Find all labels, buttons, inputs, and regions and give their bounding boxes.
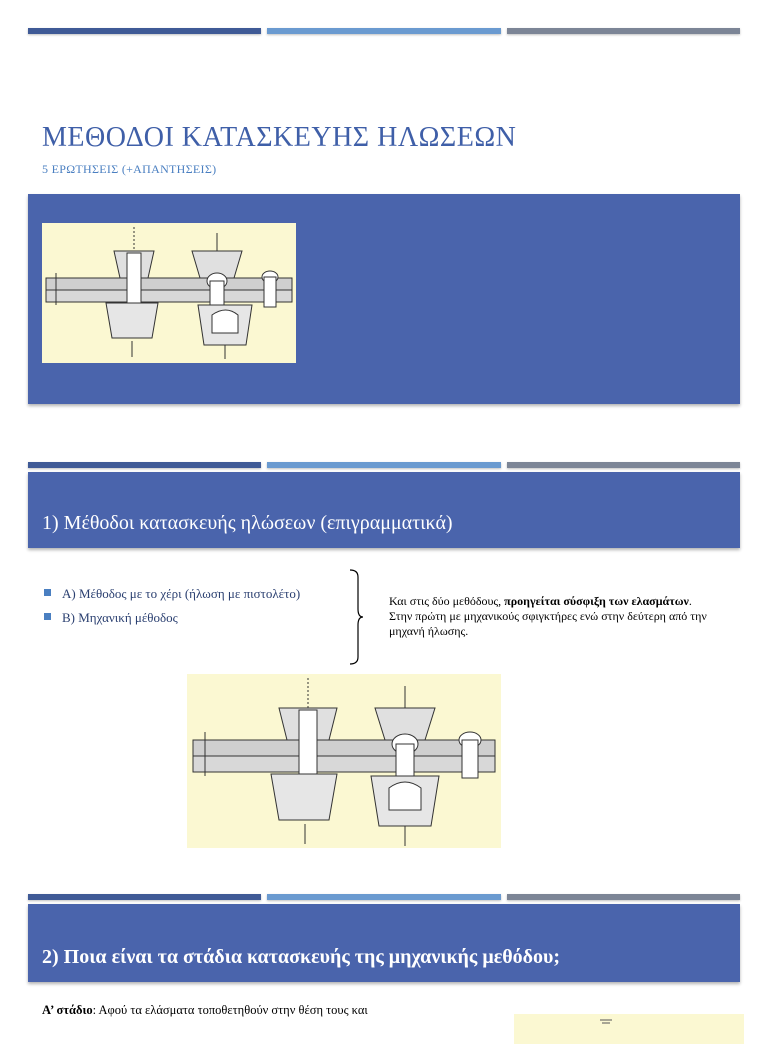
presentation-subtitle: 5 ΕΡΩΤΗΣΕΙΣ (+ΑΠΑΝΤΗΣΕΙΣ) (42, 162, 217, 176)
bullet-square-icon (44, 613, 51, 620)
riveting-methods-diagram-image (187, 674, 501, 848)
accent-bar-gray (507, 894, 740, 900)
slide3-heading-panel (28, 904, 740, 982)
methods-list (44, 586, 300, 634)
accent-bar-dark (28, 894, 261, 900)
list-item (44, 586, 300, 602)
note-suffix: . Στην πρώτη με μηχανικούς σφιγκτήρες ενώ στην δεύτερη από την μηχανή ήλωσης. (389, 594, 707, 638)
presentation-title: ΜΕΘΟΔΟΙ ΚΑΤΑΣΚΕΥΗΣ ΗΛΩΣΕΩΝ (42, 122, 517, 153)
accent-bar-dark (28, 462, 261, 468)
stage-description: : Αφού τα ελάσματα τοποθετηθούν στην θέση τους και (92, 1003, 368, 1017)
clamping-note (389, 594, 709, 639)
slide2-accent-bars (28, 462, 740, 468)
note-prefix: Και στις δύο μεθόδους, (389, 594, 505, 608)
list-item (44, 610, 300, 626)
stage-a-text (42, 1002, 482, 1018)
list-item-text: Α) Μέθοδος με το χέρι (ήλωση με πιστολέτο) (62, 586, 301, 601)
accent-bar-light (267, 28, 500, 34)
accent-bar-gray (507, 28, 740, 34)
riveting-diagram-image (42, 223, 296, 363)
slide3-heading: 2) Ποια είναι τα στάδια κατασκευής της μηχανικής μεθόδου; (42, 946, 561, 968)
accent-bar-gray (507, 462, 740, 468)
slide2-heading-panel (28, 472, 740, 548)
list-item-text: Β) Μηχανική μέθοδος (62, 610, 178, 625)
note-bold: προηγείται σύσφιξη των ελασμάτων (504, 594, 689, 608)
slide3-accent-bars (28, 894, 740, 900)
stage-label: Α’ στάδιο (42, 1003, 93, 1017)
accent-bar-dark (28, 28, 261, 34)
accent-bar-light (267, 894, 500, 900)
slide1-accent-bars (28, 28, 740, 34)
stage-diagram-image (514, 1014, 744, 1044)
bullet-square-icon (44, 589, 51, 596)
slide2-heading: 1) Μέθοδοι κατασκευής ηλώσεων (επιγραμματικά) (42, 512, 453, 534)
right-brace-icon (348, 569, 364, 665)
accent-bar-light (267, 462, 500, 468)
